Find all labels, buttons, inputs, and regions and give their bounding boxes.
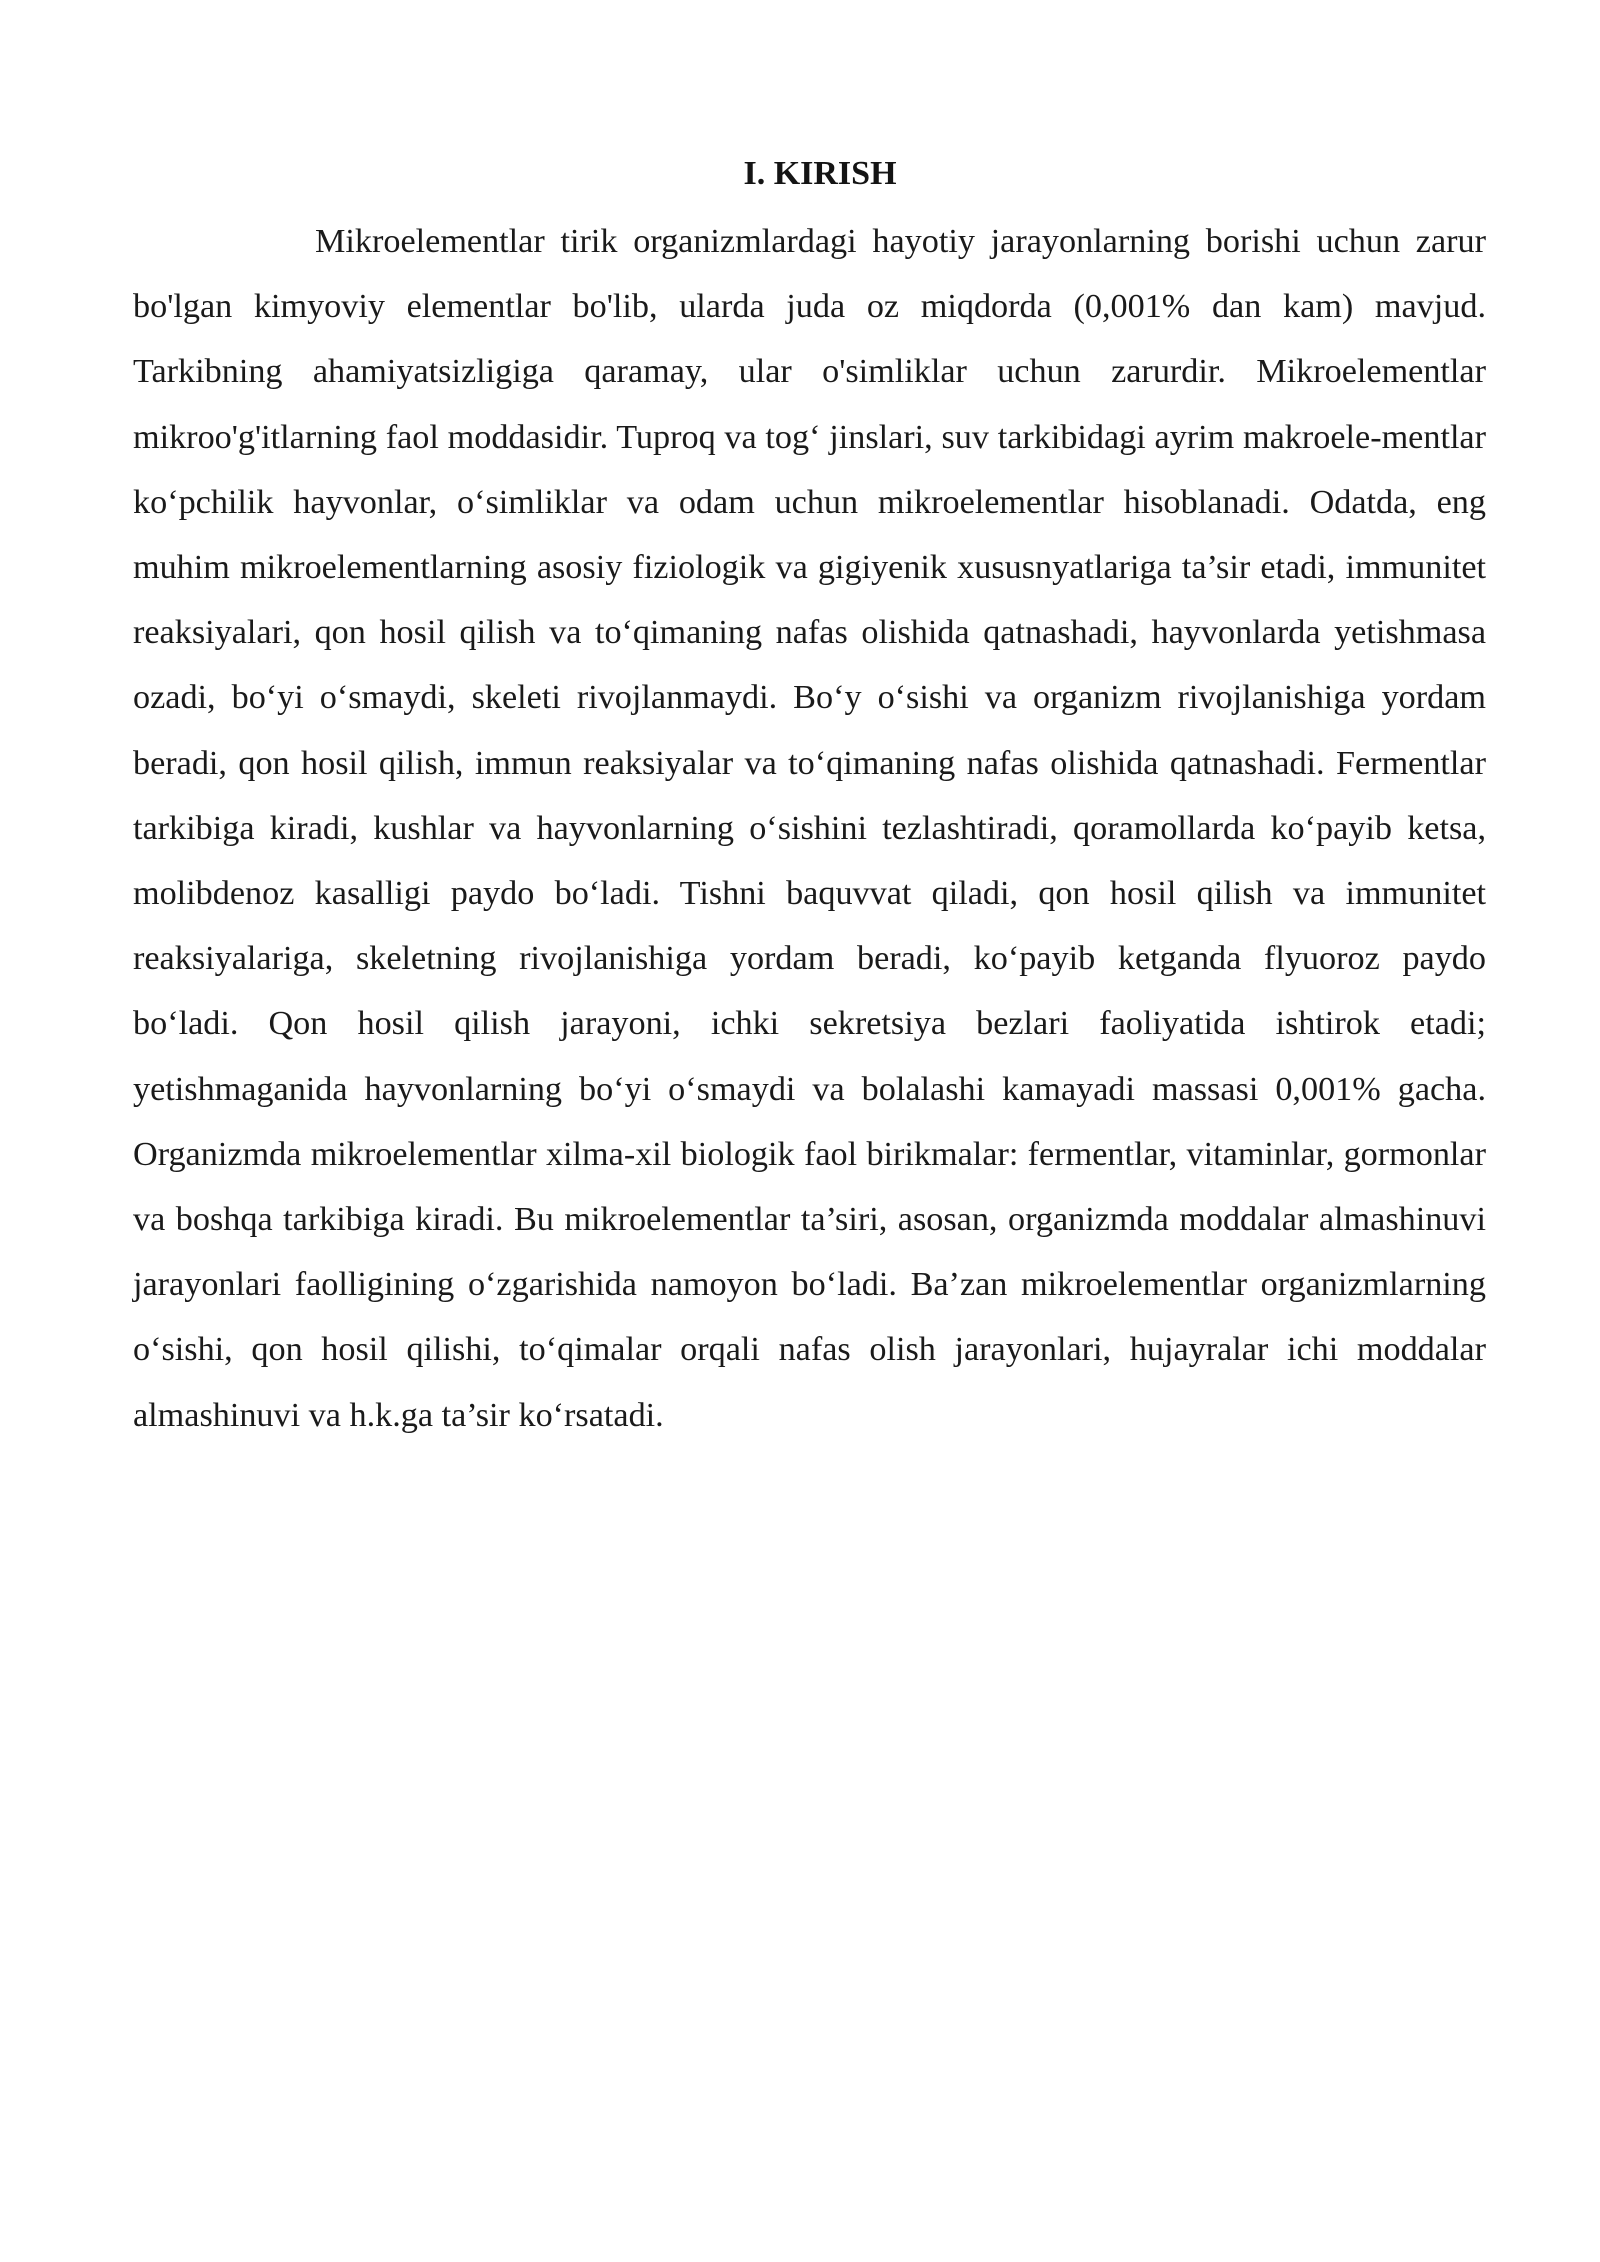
body-paragraph: Mikroelementlar tirik organizmlardagi hayotiy jarayonlarning borishi uchun zarur bo'lgan kimyoviy elementlar bo'lib, ularda juda oz miqdorda (0,001% dan kam) mavjud. Tarkibning ahamiyatsizligiga qaramay, ular o'simliklar uchun zarurdir. Mikroelementlar mikroo'g'itlarning faol moddasidir. Tuproq va tog‘ jinslari, suv tarkibidagi ayrim makroele-mentlar ko‘pchilik hayvonlar, o‘simliklar va odam uchun mikroelementlar hisoblanadi. Odatda, eng muhim mikroelementlarning asosiy fiziologik va gigiyenik xususnyatlariga ta’sir etadi, immunitet reaksiyalari, qon hosil qilish va to‘qimaning nafas olishida qatnashadi, hayvonlarda yetishmasa ozadi, bo‘yi o‘smaydi, skeleti rivojlanmaydi. Bo‘y o‘sishi va organizm rivojlanishiga yordam beradi, qon hosil qilish, immun reaksiyalar va to‘qimaning nafas olishida qatnashadi. Fermentlar tarkibiga kiradi, kushlar va hayvonlarning o‘sishini tezlashtiradi, qoramollarda ko‘payib ketsa, molibdenoz kasalligi paydo bo‘ladi. Tishni baquvvat qiladi, qon hosil qilish va immunitet reaksiyalariga, skeletning rivojlanishiga yordam beradi, ko‘payib ketganda flyuoroz paydo bo‘ladi. Qon hosil qilish jarayoni, ichki sekretsiya bezlari faoliyatida ishtirok etadi; yetishmaganida hayvonlarning bo‘yi o‘smaydi va bolalashi kamayadi massasi 0,001% gacha. Organizmda mikroelementlar xilma-xil biologik faol birikmalar: fermentlar, vitaminlar, gormonlar va boshqa tarkibiga kiradi. Bu mikroelementlar ta’siri, asosan, organizmda moddalar almashinuvi jarayonlari faolligining o‘zgarishida namoyon bo‘ladi. Ba’zan mikroelementlar organizmlarning o‘sishi, qon hosil qilishi, to‘qimalar orqali nafas olish jarayonlari, hujayralar ichi moddalar almashinuvi va h.k.ga ta’sir ko‘rsatadi. xyxy=(133,223,1486,1434)
section-heading: I. KIRISH xyxy=(743,155,897,192)
